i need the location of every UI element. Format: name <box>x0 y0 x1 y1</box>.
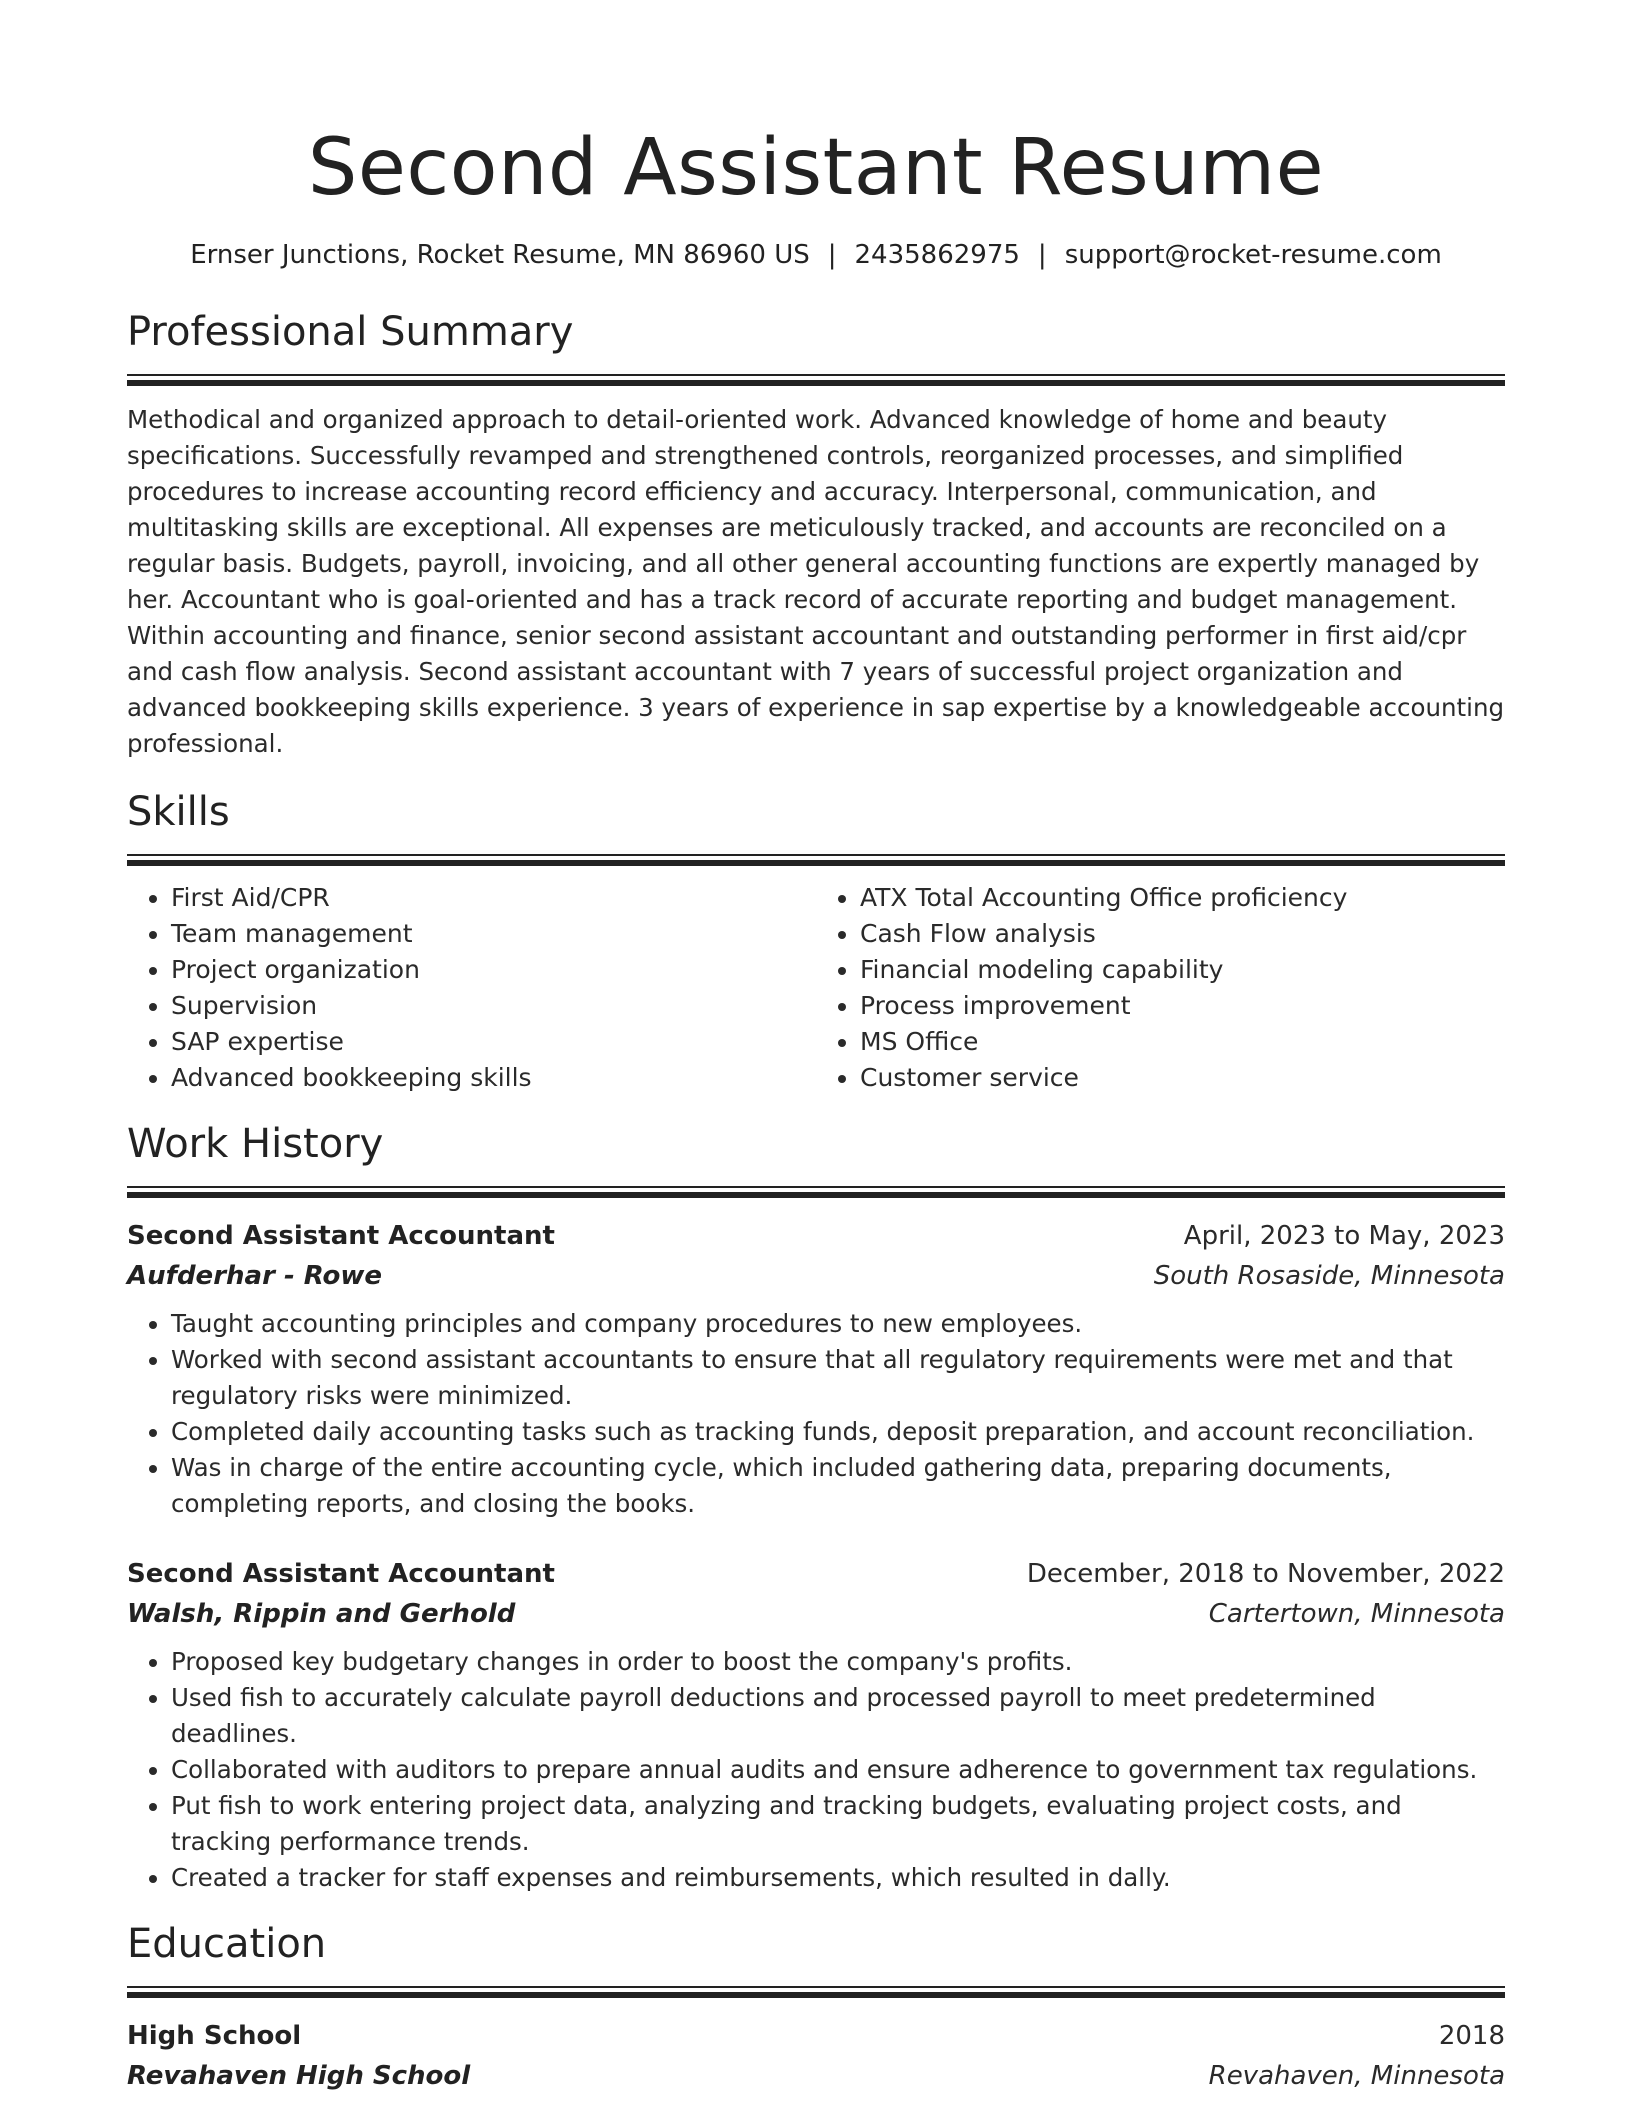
job-bullets <box>127 1306 1505 1522</box>
skill-item: • Customer service <box>860 1060 1505 1096</box>
job-header <box>127 1216 1505 1256</box>
education-entry <box>127 2016 1505 2096</box>
education-section <box>127 1918 1505 2096</box>
job-location: South Rosaside, Minnesota <box>1153 1261 1505 1291</box>
job-bullet: • Worked with second assistant accountants to ensure that all regulatory requirements were met and that regulatory risks were minimized. <box>171 1342 1505 1414</box>
section-divider <box>127 854 1505 866</box>
job-title: Second Assistant Accountant <box>127 1221 555 1251</box>
skill-item: • MS Office <box>860 1024 1505 1060</box>
contact-email: support@rocket-resume.com <box>1064 240 1442 270</box>
section-divider <box>127 1186 1505 1198</box>
skill-item: • Project organization <box>171 952 816 988</box>
skill-item: • Team management <box>171 916 816 952</box>
skill-item: • Cash Flow analysis <box>860 916 1505 952</box>
job-bullet: • Taught accounting principles and company procedures to new employees. <box>171 1306 1505 1342</box>
job-entry <box>127 1216 1505 1522</box>
skill-item: • Financial modeling capability <box>860 952 1505 988</box>
skill-item: • Supervision <box>171 988 816 1024</box>
job-bullet: • Put fish to work entering project data, analyzing and tracking budgets, evaluating project costs, and tracking performance trends. <box>171 1788 1505 1860</box>
job-entry <box>127 1554 1505 1896</box>
skill-item: • Advanced bookkeeping skills <box>171 1060 816 1096</box>
section-heading-work-history: Work History <box>127 1121 384 1167</box>
summary-text: Methodical and organized approach to detail-oriented work. Advanced knowledge of home and beauty specifications. Successfully revamped and strengthened controls, reorganized processes, and simplified procedures to increase accounting record efficiency and accuracy. Interpersonal, communication, and multitasking skills are exceptional. All expenses are meticulously tracked, and accounts are reconciled on a regular basis. Budgets, payroll, invoicing, and all other general accounting functions are expertly managed by her. Accountant who is goal-oriented and has a track record of accurate reporting and budget management. Within accounting and finance, senior second assistant accountant and outstanding performer in first aid/cpr and cash flow analysis. Second assistant accountant with 7 years of successful project organization and advanced bookkeeping skills experience. 3 years of experience in sap expertise by a knowledgeable accounting professional. <box>127 405 1505 758</box>
job-subheader <box>127 1256 1505 1296</box>
job-company: Aufderhar - Rowe <box>127 1261 383 1291</box>
skill-item: • SAP expertise <box>171 1024 816 1060</box>
job-dates: April, 2023 to May, 2023 <box>1183 1221 1505 1251</box>
job-bullet: • Created a tracker for staff expenses and reimbursements, which resulted in dally. <box>171 1860 1505 1896</box>
skills-section <box>127 786 1505 1096</box>
contact-separator: | <box>827 240 837 270</box>
education-location: Revahaven, Minnesota <box>1208 2061 1505 2091</box>
section-heading-summary: Professional Summary <box>127 309 574 355</box>
skill-item: • Process improvement <box>860 988 1505 1024</box>
education-subheader <box>127 2056 1505 2096</box>
job-bullet: • Completed daily accounting tasks such as tracking funds, deposit preparation, and account reconciliation. <box>171 1414 1505 1450</box>
job-company: Walsh, Rippin and Gerhold <box>127 1599 516 1629</box>
job-bullet: • Was in charge of the entire accounting cycle, which included gathering data, preparing documents, completing reports, and closing the books. <box>171 1450 1505 1522</box>
job-bullet: • Used fish to accurately calculate payroll deductions and processed payroll to meet predetermined deadlines. <box>171 1680 1505 1752</box>
job-title: Second Assistant Accountant <box>127 1559 555 1589</box>
job-location: Cartertown, Minnesota <box>1208 1599 1505 1629</box>
education-school: Revahaven High School <box>127 2061 471 2091</box>
work-history-section <box>127 1118 1505 1896</box>
section-divider <box>127 1986 1505 1998</box>
skill-item: • First Aid/CPR <box>171 880 816 916</box>
job-bullet: • Collaborated with auditors to prepare annual audits and ensure adherence to government tax regulations. <box>171 1752 1505 1788</box>
education-header <box>127 2016 1505 2056</box>
contact-line <box>127 238 1505 272</box>
contact-phone: 2435862975 <box>854 240 1020 270</box>
skills-list-left <box>127 880 816 1096</box>
skills-columns <box>127 880 1505 1096</box>
job-subheader <box>127 1594 1505 1634</box>
education-year: 2018 <box>1438 2021 1505 2051</box>
job-bullet: • Proposed key budgetary changes in order to boost the company's profits. <box>171 1644 1505 1680</box>
skills-list-right <box>816 880 1505 1096</box>
job-header <box>127 1554 1505 1594</box>
skill-item: • ATX Total Accounting Office proficiency <box>860 880 1505 916</box>
contact-address: Ernser Junctions, Rocket Resume, MN 86960 US <box>190 240 810 270</box>
section-divider <box>127 374 1505 386</box>
section-heading-skills: Skills <box>127 789 230 835</box>
summary-section <box>127 306 1505 762</box>
section-heading-education: Education <box>127 1921 327 1967</box>
job-dates: December, 2018 to November, 2022 <box>1026 1559 1505 1589</box>
contact-separator: | <box>1037 240 1047 270</box>
job-bullets <box>127 1644 1505 1896</box>
education-degree: High School <box>127 2021 302 2051</box>
resume-title: Second Assistant Resume <box>307 123 1325 213</box>
